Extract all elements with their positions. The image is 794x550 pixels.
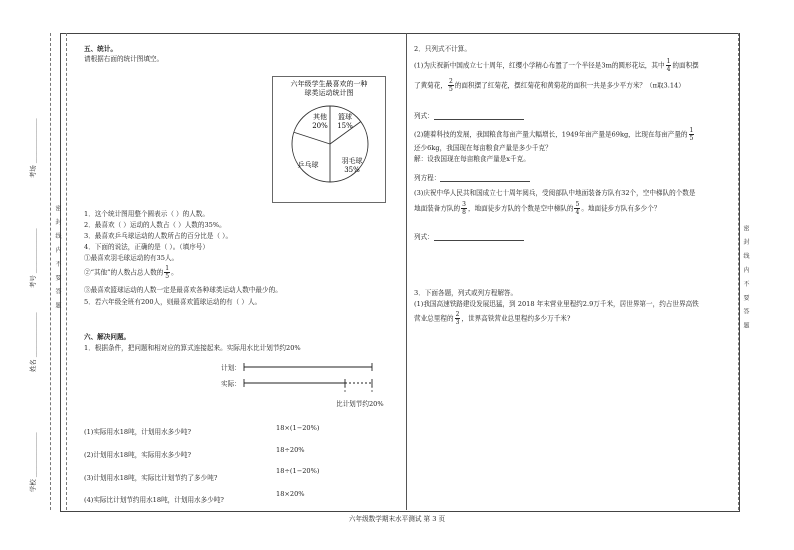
q2-1-line2: 了黄菊花， $\frac{2}{5}$ 的面积摆了红菊花，摆红菊花和黄菊花的面积一共是多少平方米？（π取3.14） <box>414 78 685 93</box>
section6-title: 六、解决问题。 <box>84 333 131 341</box>
label-pingpong: 乒乓球 <box>297 161 319 169</box>
label-other-pct: 20% <box>312 122 328 130</box>
problem-2: (2)计划用水18吨，实际用水多少吨? <box>84 451 191 459</box>
s5-q3: 3．最喜欢乒乓球运动的人数所占的百分比是（ ）。 <box>84 232 233 240</box>
liefangcheng: 列方程： <box>414 172 530 182</box>
formula-3: 18÷(1−20%) <box>276 467 320 475</box>
shiji-label: 实际： <box>221 380 241 388</box>
page-footer: 六年级数学期末水平测试 第 3 页 <box>348 515 446 523</box>
s5-q4-3: ③最喜欢篮球运动的人数一定是最喜欢各种球类运动人数中最少的。 <box>84 286 282 294</box>
formula-1: 18×(1−20%) <box>276 424 320 432</box>
label-badminton-pct: 35% <box>344 166 360 174</box>
problem-1: (1)实际用水18吨，计划用水多少吨? <box>84 428 191 436</box>
s5-q5: 5．若六年级全班有200人，则最喜欢篮球运动的有（ ）人。 <box>84 298 262 306</box>
pie-chart <box>272 76 386 204</box>
section5-intro: 请根据右面的统计图填空。 <box>84 55 164 63</box>
chart-title-line2: 球类运动统计图 <box>304 89 354 97</box>
problem-4: (4)实际比计划节约用水18吨，计划用水多少吨? <box>84 496 224 504</box>
q3-1-line2: 营业总里程的 $\frac{2}{3}$ ，世界高铁营业总里程约多少万千米? <box>414 311 571 326</box>
formula-4: 18×20% <box>276 490 305 498</box>
saving-label: 比计划节约20% <box>336 400 384 408</box>
left-seal-text: 密 封 线 内 不 要 答 题 <box>54 205 61 312</box>
xingming-label: 姓名 ______________ <box>29 312 37 372</box>
right-seal-line <box>738 33 739 510</box>
kaochang-label: 考场 ______________ <box>29 118 37 178</box>
q2-2-line3: 解：设我国现在每亩粮食产量是x千克。 <box>414 155 530 163</box>
chart-title-line1: 六年级学生最喜欢的一种 <box>290 80 368 88</box>
label-basketball-pct: 15% <box>337 122 353 130</box>
s5-q4: 4．下面的说法，正确的是（ ）。（填序号） <box>84 243 209 251</box>
s6-q1: 1．根据条件，把问题和相对应的算式连接起来。实际用水比计划节约20% <box>84 344 301 352</box>
s5-q4-1: ①最喜欢羽毛球运动的有35人。 <box>84 254 179 262</box>
jihua-label: 计划： <box>221 364 241 372</box>
left-seal-line-inner <box>66 33 67 510</box>
q3-title: 3．下面各题，列式或列方程解答。 <box>414 289 518 297</box>
lieshi-2: 列式： <box>414 231 524 241</box>
left-seal-line <box>50 33 51 510</box>
lieshi-1: 列式： <box>414 110 524 120</box>
s5-q4-2: ②“其他”的人数占总人数的 $\frac{1}{5}$ 。 <box>84 265 178 280</box>
q2-2-line2: 还少6kg，我国现在每亩粮食产量是多少千克？ <box>414 144 552 152</box>
fraction-1-5: $\frac{1}{5}$ <box>165 265 170 280</box>
label-other: 其他 <box>313 113 327 121</box>
q2-title: 2．只列式不计算。 <box>414 45 471 53</box>
label-badminton: 羽毛球 <box>341 157 363 165</box>
kaohao-label: 考号 ______________ <box>29 228 37 288</box>
problem-3: (3)计划用水18吨，实际比计划节约了多少吨? <box>84 474 218 482</box>
right-seal-text: 密 封 线 内 不 要 答 题 <box>742 225 749 332</box>
q2-3-line1: (3)庆祝中华人民共和国成立七十周年阅兵，受阅部队中地面装备方队有32个，空中梯队的个数是 <box>414 189 696 197</box>
label-basketball: 篮球 <box>338 113 352 121</box>
q2-3-line2: 地面装备方队的 $\frac{3}{8}$ ，地面徒步方队的个数是空中梯队的 $\frac{5}{4}$ 。地面徒步方队有多少个？ <box>414 201 661 216</box>
s5-q2: 2．最喜欢（ ）运动的人数占（ ）人数的35%。 <box>84 221 226 229</box>
section5-title: 五、统计。 <box>84 45 117 53</box>
q2-2-line1: (2)随着科技的发展，我国粮食每亩产量大幅增长，1949年亩产量是69kg，比现在每亩产量的 $\frac{1}{5}$ <box>414 127 694 142</box>
column-divider <box>406 33 407 510</box>
s5-q1: 1．这个统计图用整个圆表示（ ）的人数。 <box>84 210 209 218</box>
q3-1-line1: (1)我国高速铁路建设发展迅猛，到 2018 年末营业里程约2.9万千米，居世界第一，约占世界高铁 <box>414 300 699 308</box>
q2-1-line1: (1)为庆祝新中国成立七十周年，红缨小学精心布置了一个半径是3m的圆形花坛，其中 $\frac{1}{4}$ 的面积摆 <box>414 58 699 73</box>
xuexiao-label: 学校 ______________ <box>29 432 37 492</box>
formula-2: 18÷20% <box>276 446 305 454</box>
